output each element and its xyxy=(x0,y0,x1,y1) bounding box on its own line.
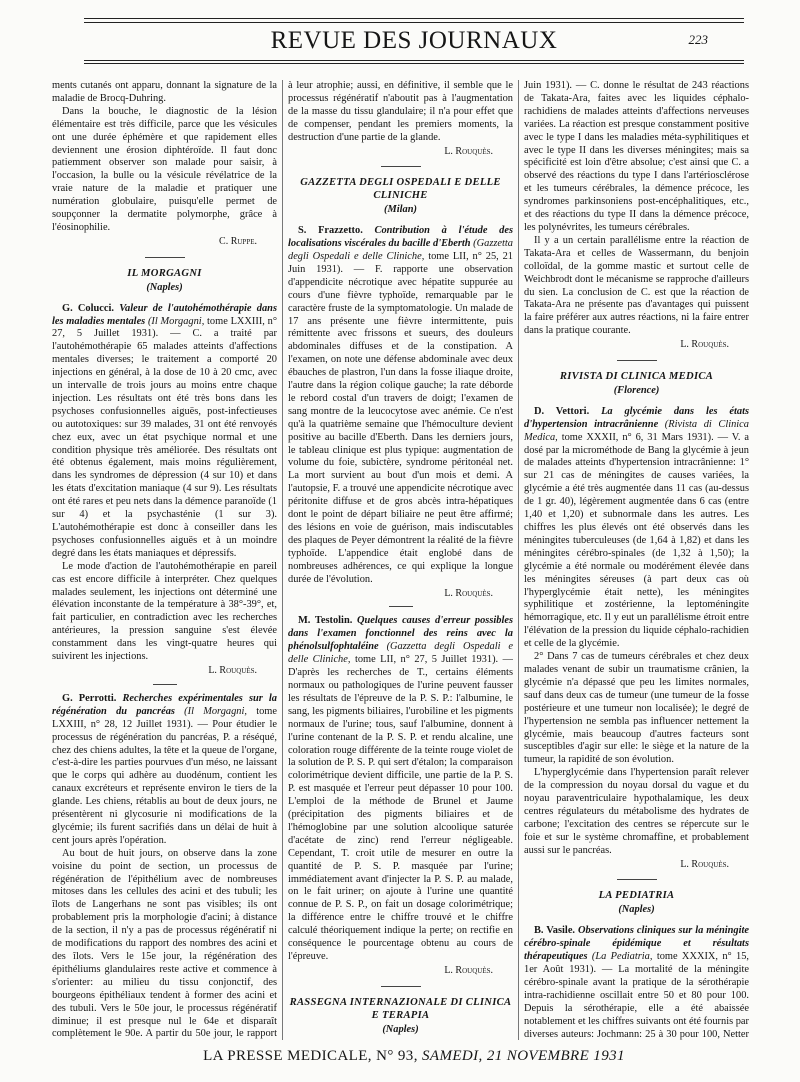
journal-city: (Milan) xyxy=(384,204,417,216)
article-reference: (Gazzetta degli Ospedali e delle Cliniche, xyxy=(288,238,513,262)
column-2 xyxy=(288,80,513,1040)
footer-journal: LA PRESSE MEDICALE, N° 93, xyxy=(203,1048,418,1064)
article-body: tome XXXII, n° 6, 31 Mars 1931). — V. a dosé par la microméthode de Bang la glycémie à jeun de malades atteints d'hypertension intracrânienne: 1° sur 21 cas de méningites de causes variées, la glycémie a été très augmentée dans 11 cas (au-dessus de 1 gr. 40), légèrement augmentée dans 6 cas (entre 1,40 et 1,20) et subnormale dans les autres. Les chiffres les plus élevés ont été observés dans les méningites tuberculeuses (de 1,64 à 1,82) et dans les méningites cérébro-spinales (de 1,32 à 1,50); la glycémie a été normale ou modérément élevée dans les méningites séreuses (à part deux cas où l'hyperglycémie était nette), les méningites syphilitique et zostérienne, la leptoméningite hémorragique, etc. Il y eut un parallélisme étroit entre l'élévation de la pression du liquide céphalo-rachidien et celle de la glycémie. xyxy=(524,431,749,650)
article xyxy=(288,225,513,586)
section-divider xyxy=(617,879,657,880)
article-title: La glycémie dans les états d'hypertension intracrânienne xyxy=(524,405,749,430)
article-reference: (Rivista di Clinica Medica, xyxy=(524,418,749,443)
paragraph: 2° Dans 7 cas de tumeurs cérébrales et chez deux malades venant de subir un traumatisme crânien, la glycémie n'a dépassé que peu les limites normales, sauf dans deux cas de tumeur (une tumeur de la fosse postérieure et une tumeur non localisée); le degré de l'hypertension ne sembla pas influencer nettement la glycémie, mais beaucoup d'autres facteurs sont susceptibles d'agir sur elle: le siège et la nature de la tumeur, la rapidité de son évolution. xyxy=(524,651,749,766)
column-3 xyxy=(524,80,749,1040)
signature: L. Rouquès. xyxy=(444,145,493,157)
article-reference: (Il Morgagni, xyxy=(147,315,205,327)
journal-city: (Naples) xyxy=(618,904,655,916)
article-divider xyxy=(389,606,413,607)
journal-name: RIVISTA DI CLINICA MEDICA xyxy=(559,371,714,383)
journal-name: GAZZETTA DEGLI OSPEDALI E DELLE CLINICHE xyxy=(300,177,501,202)
article-author: D. Vettori. xyxy=(534,405,590,417)
page-header-title: REVUE DES JOURNAUX xyxy=(270,27,558,54)
section-divider xyxy=(145,257,185,258)
article xyxy=(524,925,749,1040)
column-1 xyxy=(52,80,277,1040)
paragraph: Au bout de huit jours, on observe dans la zone voisine du point de section, un processus de régénération de l'épithélium avec de nombreuses mitoses dans les cellules des acini et des tubuli; les îlots de Langerhans ne sont pas visibles; ils ont probablement pris la morphologie d'acini; à distance de la section, il n'y a pas de processus régénératif ni de modifications du rapport des nombres des acini et des îlots. Vers le 15e jour, la régénération des épithéliums glandulaires reste active et commence à s'orienter: au milieu du tissu conjonctif, des bourgeons épithéliaux tendent à former des acini et des tubuli. Vers le 50e jour, le processus régénératif diminue; il est presque nul le 64e et disparaît complètement le 90e. A partir du 50e jour, le rapport xyxy=(52,847,277,1040)
signature: L. Rouquès. xyxy=(444,587,493,599)
paragraph: L'hyperglycémie dans l'hypertension paraît relever de la compression du noyau dorsal du vague et du noyau paraventriculaire hypothalamique, les deux centres régulateurs du métabolisme des hydrates de carbone; l'excitation des centres se répercute sur le foie et sur le système chromaffine, et probablement aussi sur le pancréas. xyxy=(524,767,749,856)
journal-name: IL MORGAGNI xyxy=(127,267,202,279)
article-title: Valeur de l'autohémothérapie dans les maladies mentales xyxy=(52,302,277,327)
article-body: tome LII, n° 25, 21 Juin 1931). — F. rapporte une observation d'appendicite nécrotique avec hépatite suppurée au cours d'une fièvre typhoïde, remarquable par le caractère fruste de la symptomatologie. Un malade de 17 ans présente une fièvre intermittente, puis rémittente avec frissons et sueurs, des douleurs abdominales diffuses et de la constipation. A l'examen, on note une défense abdominale avec deux ébauches de plastron, l'un dans la fosse iliaque droite, l'autre dans la région colique gauche; la rate déborde le rebord costal d'un travers de doigt; l'examen de sang montre de la leucocytose avec anémie. Ce n'est qu'à la quatrième semaine que l'hémoculture devient positive au bacille d'Eberth. Dans les derniers jours, le tableau clinique est plus typique: augmentation de volume du foie, subictère, syndrome péritonéal net. La mort survient au bout d'un mois et demi. A l'autopsie, F. a trouvé une appendicite nécrotique avec péritonite diffuse et de gros abcès intra-hépatiques dont le point de départ biliaire ne peut être affirmé; des lésions en voie de guérison, mais indiscutables des plaques de Peyer démontrent la réalité de la fièvre typhoïde. L'appendice était englobé dans de nombreuses adhérences, ce qui explique la longue durée de l'évolution. xyxy=(288,250,513,585)
article xyxy=(288,615,513,963)
column-separator-1 xyxy=(282,80,283,1040)
paragraph: à leur atrophie; aussi, en définitive, il semble que le processus régénératif n'aboutit pas à l'augmentation de la masse du tissu glandulaire; il n'a pour effet que de compenser, pendant les premiers moments, la destruction d'une partie de la glande. xyxy=(288,80,513,143)
signature: L. Rouquès. xyxy=(680,339,729,351)
signature: L. Rouquès. xyxy=(680,858,729,870)
journal-city: (Florence) xyxy=(613,384,660,396)
paragraph: Dans la bouche, le diagnostic de la lésion élémentaire est très difficile, parce que les vésicules ont une durée éphémère et que rapidement elles deviennent une érosion diphtéroïde. Il faut donc patiemment observer son malade pour saisir, à l'occasion, la bulle ou la vésicule révélatrice de la vraie nature de la maladie et pratiquer une numération globulaire, puisqu'elle permet de soupçonner la dermatite polymorphe, grâce à l'éosinophilie. xyxy=(52,105,277,233)
column-separator-2 xyxy=(518,80,519,1040)
paragraph: Juin 1931). — C. donne le résultat de 243 réactions de Takata-Ara, faites avec les liquides céphalo-rachidiens de malades atteints d'affections nerveuses variées. La réaction est presque constamment positive avec le type I dans les maladies méta-syphilitiques et avec le type II dans les diverses méningites; mais sa spécificité est loin d'être absolue; c'est ainsi que C. a observé des réactions du type I dans l'artériosclérose et les tumeurs cérébrales, la démence précoce, les syndromes parkinsoniens post-encéphalitiques, etc., et des réactions du type II dans la démence précoce, les polynévrites, les tumeurs cérébrales. xyxy=(524,80,749,233)
article-body: tome LXXIII, n° 27, 5 Juillet 1931). — C. a traité par l'autohémothérapie 65 malades atteints d'affections mentales diverses; le traitement a comporté 20 injections en général, à la dose de 10 à 20 cmc, avec un intervalle de trois jours au moins entre chaque injection. Les résultats ont été très bons dans les psychoses confusionnelles aiguës, post-infectieuses ou autotoxiques: sur 39 malades, 31 ont été renvoyés chez eux, avec un état psychique normal et une condition physique très améliorée. Des résultats ont été obtenus également, mais moins régulièrement, dans les syndromes de dépression (4 sur 10) et dans les états d'excitation maniaque (4 sur 9). Les résultats ont été rares et peu nets dans la démence paranoïde (1 sur 4) et la psychasténie (1 sur 3). L'autohémothérapie est donc à conseiller dans les psychoses confusionnelles aiguës et à un moindre degré dans les états maniaques et dépressifs. xyxy=(52,315,277,559)
journal-city: (Naples) xyxy=(146,281,183,293)
footer-date: SAMEDI, 21 NOVEMBRE 1931 xyxy=(422,1048,625,1064)
article-author: G. Colucci. xyxy=(62,302,114,314)
paragraph: Le mode d'action de l'autohémothérapie en pareil cas est encore difficile à interpréter. Chez quelques malades seulement, les injections ont déterminé une élévation inconstante de la température à 38°-39°, et, fait particulier, en contradiction avec les recherches antérieures, la pression sanguine s'est élevée constamment dans les vingt-quatre heures qui suivirent les injections. xyxy=(52,560,277,663)
article-author: M. Testolin. xyxy=(298,615,353,627)
article-author: B. Vasile. xyxy=(534,925,576,937)
article xyxy=(524,406,749,651)
article xyxy=(52,693,277,848)
article-reference: (Gazzetta degli Ospedali e delle Cliniche, xyxy=(288,641,513,666)
header-rule-top-2 xyxy=(84,22,744,23)
paragraph: Il y a un certain parallélisme entre la réaction de Takata-Ara et celles de Wassermann, du benjoin colloïdal, de la gomme mastic et surtout celle de Weichbrodt dont le mécanisme se rapproche d'ailleurs du sien. La conclusion de C. est que la réaction de Takata-Ara ne présente pas d'avantages qui puissent la faire préférer aux autres réactions, ni la faire entrer dans la pratique courante. xyxy=(524,234,749,337)
header-rule-top xyxy=(84,18,744,19)
signature: L. Rouquès. xyxy=(444,964,493,976)
header-rule-bottom-2 xyxy=(84,63,744,64)
signature: C. Ruppe. xyxy=(219,235,257,247)
article-body: tome LXXIII, n° 28, 12 Juillet 1931). — Pour étudier le processus de régénération du pancréas, P. a réséqué, chez des chiens adultes, la tête et la queue de l'organe, c'est-à-dire les parties pourvues d'un méso, ne laissant que le corps qui adhère au duodénum, contient les canaux excréteurs et représente environ le tiers de la glande. Les chiens, rétablis au bout de deux jours, ne présentèrent ni glycosurie ni modifications de la glycémie; ils furent sacrifiés dans un délai de huit à cent jours après l'opération. xyxy=(52,705,277,846)
article xyxy=(52,303,277,561)
paragraph: ments cutanés ont apparu, donnant la signature de la maladie de Brocq-Duhring. xyxy=(52,80,277,104)
article-body: tome XXXIX, n° 15, 1er Août 1931). — La mortalité de la méningite cérébro-spinale avant la pratique de la sérothérapie intra-rachidienne oscillait entre 50 et 80 pour 100. Depuis la sérothérapie, elle a été abaissée notablement et les chiffres suivants ont été fournis par diverses auteurs: Jochmann: 25 à 30 pour 100, Netter xyxy=(524,951,749,1040)
article-reference: (La Pediatria, xyxy=(591,951,653,963)
signature: L. Rouquès. xyxy=(208,664,257,676)
article-title: Observations cliniques sur la méningite cérébro-spinale épidémique et résultats thérapeutiques xyxy=(524,925,749,963)
article-author: S. Frazzetto. xyxy=(298,225,363,237)
header-rule-bottom xyxy=(84,60,744,61)
journal-name: RASSEGNA INTERNAZIONALE DI CLINICA E TERAPIA xyxy=(289,996,512,1021)
article-title: Recherches expérimentales sur la régénération du pancréas xyxy=(52,692,277,717)
section-divider xyxy=(381,166,421,167)
page-number: 223 xyxy=(688,32,708,47)
article-body: tome LII, n° 27, 5 Juillet 1931). — D'après les recherches de T., certains éléments normaux ou pathologiques de l'urine peuvent fausser les résultats de l'épreuve de la P. S. P.: l'albumine, le sang, les pigments biliaires, l'urobiline et les pigments normaux de l'urine; tous, sauf l'albumine, donnent à l'urine contenant de la P. S. P. et rendu alcaline, une coloration rouge différente de la teinte rouge violet de la solution de P. S. P. qui sert d'étalon; la comparaison colorimétrique devient difficile, une partie de la P. S. P. est masquée et l'erreur peut dépasser 10 pour 100. L'emploi de la méthode de Brunel et Jaume (précipitation des pigments biliaires et de l'hémoglobine par une solution alcoolique saturée d'acétate de zinc) rend l'erreur négligeable. Cependant, T. croit utile de mesurer en outre la quantité de P. S. P. masquée par l'urine; immédiatement avant d'injecter la P. S. P. au malade, on le fait uriner; on ajoute à l'urine une quantité connue de P. S. P., on fait un dosage colorimétrique; la différence entre le chiffre trouvé et le chiffre calculé théoriquement indique la perte; on rectifie en conséquence le pourcentage obtenu au cours de l'épreuve. xyxy=(288,654,513,962)
article-reference: (Il Morgagni, xyxy=(184,705,247,717)
article-title: Contribution à l'étude des localisations viscérales du bacille d'Eberth xyxy=(288,225,513,250)
section-divider xyxy=(381,986,421,987)
article-title: Quelques causes d'erreur possibles dans l'examen fonctionnel des reins avec la phénolsulfophtaléine xyxy=(288,615,513,653)
section-divider xyxy=(617,360,657,361)
article-divider xyxy=(153,684,177,685)
journal-city: (Naples) xyxy=(382,1023,419,1035)
page-footer xyxy=(84,1048,744,1065)
journal-name: LA PEDIATRIA xyxy=(598,890,675,902)
article-author: G. Perrotti. xyxy=(62,692,117,704)
